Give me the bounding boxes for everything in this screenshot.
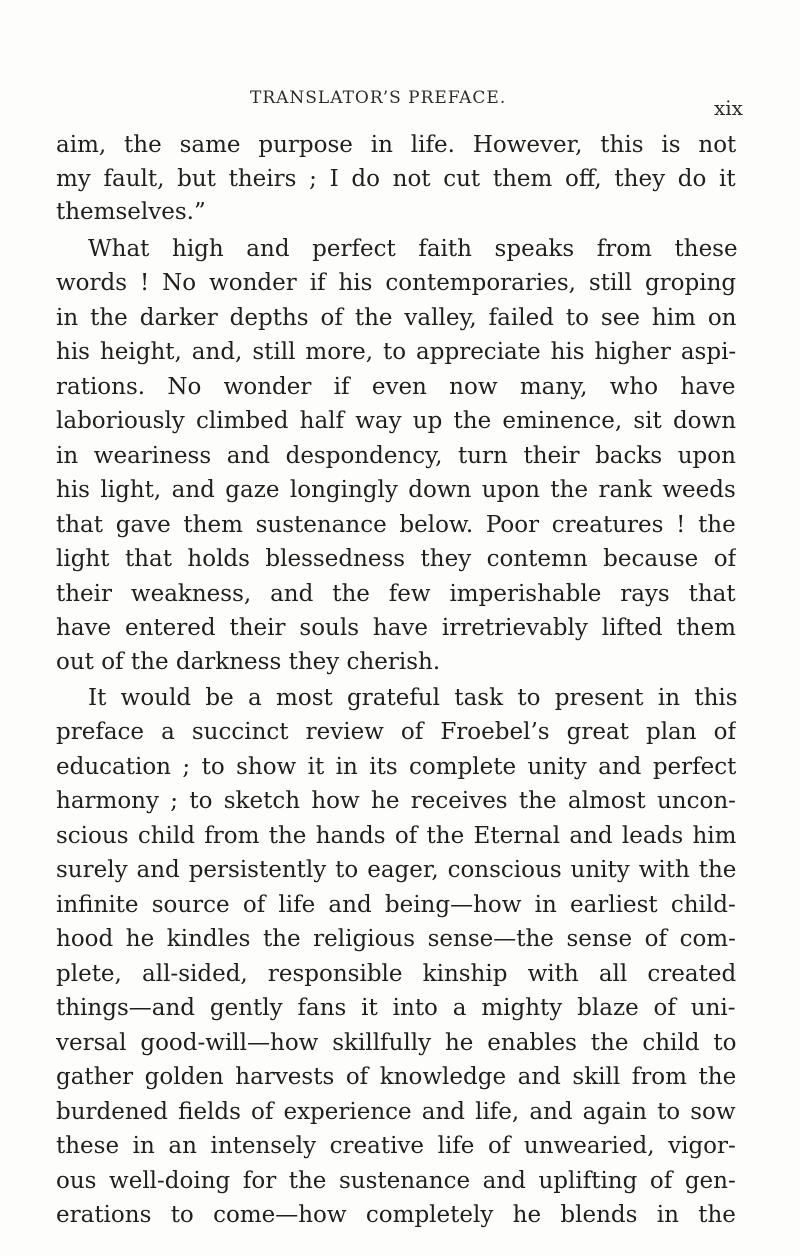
text-line: It would be a most grateful task to present in this — [88, 685, 738, 711]
text-line: scious child from the hands of the Eternal and leads him — [56, 823, 736, 849]
text-line: in weariness and despondency, turn their backs upon — [56, 443, 736, 469]
text-line: preface a succinct review of Froebel’s great plan of — [56, 719, 736, 745]
text-line: education ; to show it in its complete unity and perfect — [56, 754, 736, 780]
text-line: burdened fields of experience and life, and again to sow — [56, 1099, 736, 1125]
text-line: themselves.” — [56, 199, 206, 225]
text-line: surely and persistently to eager, conscious unity with the — [56, 857, 736, 883]
text-line: What high and perfect faith speaks from these — [88, 236, 738, 262]
text-line: harmony ; to sketch how he receives the almost uncon- — [56, 788, 736, 814]
text-line: light that holds blessedness they contemn because of — [56, 546, 736, 572]
text-line: my fault, but theirs ; I do not cut them off, they do it — [56, 166, 736, 192]
text-line: their weakness, and the few imperishable rays that — [56, 581, 736, 607]
text-line: out of the darkness they cherish. — [56, 649, 441, 675]
text-line: versal good-will—how skillfully he enables the child to — [56, 1030, 736, 1056]
text-line: these in an intensely creative life of unwearied, vigor- — [56, 1133, 736, 1159]
text-line: have entered their souls have irretrievably lifted them — [56, 615, 736, 641]
text-line: ous well-doing for the sustenance and uplifting of gen- — [56, 1168, 736, 1194]
text-line: aim, the same purpose in life. However, this is not — [56, 132, 736, 158]
text-line: his height, and, still more, to appreciate his higher aspi- — [56, 339, 736, 365]
page-number: xix — [714, 96, 743, 120]
text-line: plete, all-sided, responsible kinship with all created — [56, 961, 736, 987]
running-head: TRANSLATOR’S PREFACE. — [250, 88, 507, 108]
text-line: that gave them sustenance below. Poor creatures ! the — [56, 512, 736, 538]
text-line: things—and gently fans it into a mighty blaze of uni- — [56, 995, 736, 1021]
text-line: rations. No wonder if even now many, who have — [56, 374, 736, 400]
text-line: erations to come—how completely he blends in the — [56, 1202, 736, 1228]
text-line: words ! No wonder if his contemporaries, still groping — [56, 270, 736, 296]
text-line: his light, and gaze longingly down upon the rank weeds — [56, 477, 736, 503]
text-line: gather golden harvests of knowledge and skill from the — [56, 1064, 736, 1090]
text-line: hood he kindles the religious sense—the sense of com- — [56, 926, 736, 952]
text-line: infinite source of life and being—how in earliest child- — [56, 892, 736, 918]
text-line: laboriously climbed half way up the eminence, sit down — [56, 408, 736, 434]
text-line: in the darker depths of the valley, failed to see him on — [56, 305, 736, 331]
